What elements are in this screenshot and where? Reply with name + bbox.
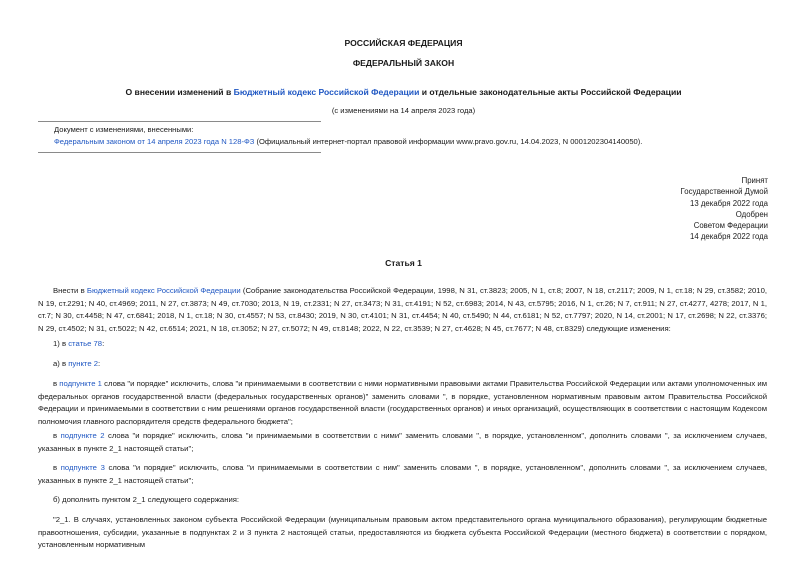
subpoint-1-paragraph: [38, 378, 767, 428]
subpoint-1-link[interactable]: подпункте 1: [59, 379, 102, 388]
p3-text: слова "и порядке" исключить, слова "и принимаемыми в соответствии с ним" заменить словами ", в порядке, установленном", дополнить словами ", за исключением случаев, указанных в пункте 2_1 настоящей статьи";: [38, 463, 767, 485]
adoption-block: [681, 175, 768, 243]
divider-bottom: [38, 152, 321, 153]
item-a-suffix: :: [98, 359, 101, 368]
item-1-suffix: :: [102, 339, 105, 348]
country-heading: РОССИЙСКАЯ ФЕДЕРАЦИЯ: [344, 38, 463, 48]
law-title-prefix: О внесении изменений в: [125, 87, 234, 97]
law-type-heading: ФЕДЕРАЛЬНЫЙ ЗАКОН: [352, 58, 455, 68]
article-intro: [38, 285, 767, 335]
p2-prefix: в: [53, 431, 61, 440]
p2-text: слова "и порядке" исключить, слова "и принимаемыми в соответствии с ними" заменить словами ", в порядке, установленном", дополнить словами ", за исключением случаев, указанных в пункте 2_1 настоящей статьи";: [38, 431, 767, 453]
adoption-line: Принят: [741, 176, 768, 185]
p3-prefix: в: [53, 463, 61, 472]
adoption-line: 14 декабря 2022 года: [690, 232, 768, 242]
budget-code-link[interactable]: Бюджетный кодекс Российской Федерации: [233, 87, 420, 97]
changes-caption: Документ с изменениями, внесенными:: [54, 125, 194, 134]
subpoint-3-link[interactable]: подпункте 3: [60, 463, 105, 472]
p1-text: слова "и порядке" исключить, слова "и принимаемыми в соответствии с ними нормативными правовыми актами Правительства Российской Федерации или актами уполномоченных им федеральных органов государственной власти (федеральных государственных органов)" заменить словами ", в порядке, установленном нормативным правовым актом Правительства Российской Федерации и принимаемыми в соответствии с ним решениями органов государственной власти (государственных органов) и иных организаций, осуществляющих в соответствии с настоящим Кодексом полномочия главного распорядителя средств федерального бюджета";: [38, 379, 767, 426]
revision-note: (с изменениями на 14 апреля 2023 года): [331, 106, 476, 115]
article-title: Статья 1: [385, 258, 422, 268]
article-78-link[interactable]: статье 78: [68, 339, 103, 348]
point-2-link[interactable]: пункте 2: [68, 359, 99, 368]
intro-text: (Собрание законодательства Российской Федерации, 1998, N 31, ст.3823; 2005, N 1, ст.8; 2007, N 18, ст.2117; 2009, N 1, ст.18; N 29, ст.3582; 2010, N 19, ст.2291; N 40, ст.4969; 2011, N 27, ст.3873; N 49, ст.7030; 2013, N 19, ст.2331; N 27, ст.3473; N 31, ст.4191; N 52, ст.6983; 2014, N 43, ст.5795; 2016, N 1, ст.26; N 7, ст.911; N 27, ст.4277, 4278; 2017, N 1, ст.7; N 30, ст.4458; N 47, ст.6841; 2018, N 1, ст.18; N 30, ст.4557; N 53, ст.8430; 2019, N 30, ст.4101; N 31, ст.4454; N 40, ст.5490; N 44, ст.6181; N 52, ст.7797; 2020, N 14, ст.2001; N 17, ст.2698; N 22, ст.3376; N 29, ст.4502; N 31, ст.5022; N 42, ст.6514; 2021, N 18, ст.3052; N 27, ст.5072; N 49, ст.8148; 2022, N 22, ст.3539; N 27, ст.4628; N 45, ст.7677; N 48, ст.8329) следующие изменения:: [38, 286, 767, 333]
item-1-prefix: 1) в: [53, 339, 69, 348]
amending-law-link[interactable]: Федеральным законом от 14 апреля 2023 года N 128-ФЗ: [54, 137, 255, 146]
law-title-suffix: и отдельные законодательные акты Российской Федерации: [419, 87, 682, 97]
law-title: [30, 86, 777, 99]
divider-top: [38, 121, 321, 122]
intro-prefix: Внести в: [53, 286, 87, 295]
adoption-line: 13 декабря 2022 года: [690, 198, 768, 208]
subpoint-2-paragraph: [38, 430, 767, 455]
adoption-line: Государственной Думой: [680, 187, 768, 197]
item-1: [38, 338, 767, 351]
item-a: [38, 358, 767, 371]
p1-prefix: в: [53, 379, 60, 388]
changes-source-text: (Официальный интернет-портал правовой информации www.pravo.gov.ru, 14.04.2023, N 0001202304140050).: [254, 137, 643, 146]
point-2-1-paragraph: "2_1. В случаях, установленных законом субъекта Российской Федерации (муниципальным правовым актом представительного органа муниципального образования), регулирующим бюджетные правоотношения, субсидии, указанные в подпунктах 2 и 3 пункта 2 настоящей статьи, предоставляются из бюджета субъекта Российской Федерации (местного бюджета) в соответствии с порядком, установленным нормативным: [38, 515, 767, 550]
subpoint-2-link[interactable]: подпункте 2: [60, 431, 105, 440]
subpoint-3-paragraph: [38, 462, 767, 487]
budget-code-link-intro[interactable]: Бюджетный кодекс Российской Федерации: [86, 286, 241, 295]
adoption-line: Одобрен: [735, 209, 768, 219]
adoption-line: Советом Федерации: [693, 221, 768, 231]
changes-source: [54, 136, 642, 149]
item-a-prefix: а) в: [53, 359, 69, 368]
item-b: б) дополнить пунктом 2_1 следующего содержания:: [53, 495, 240, 504]
